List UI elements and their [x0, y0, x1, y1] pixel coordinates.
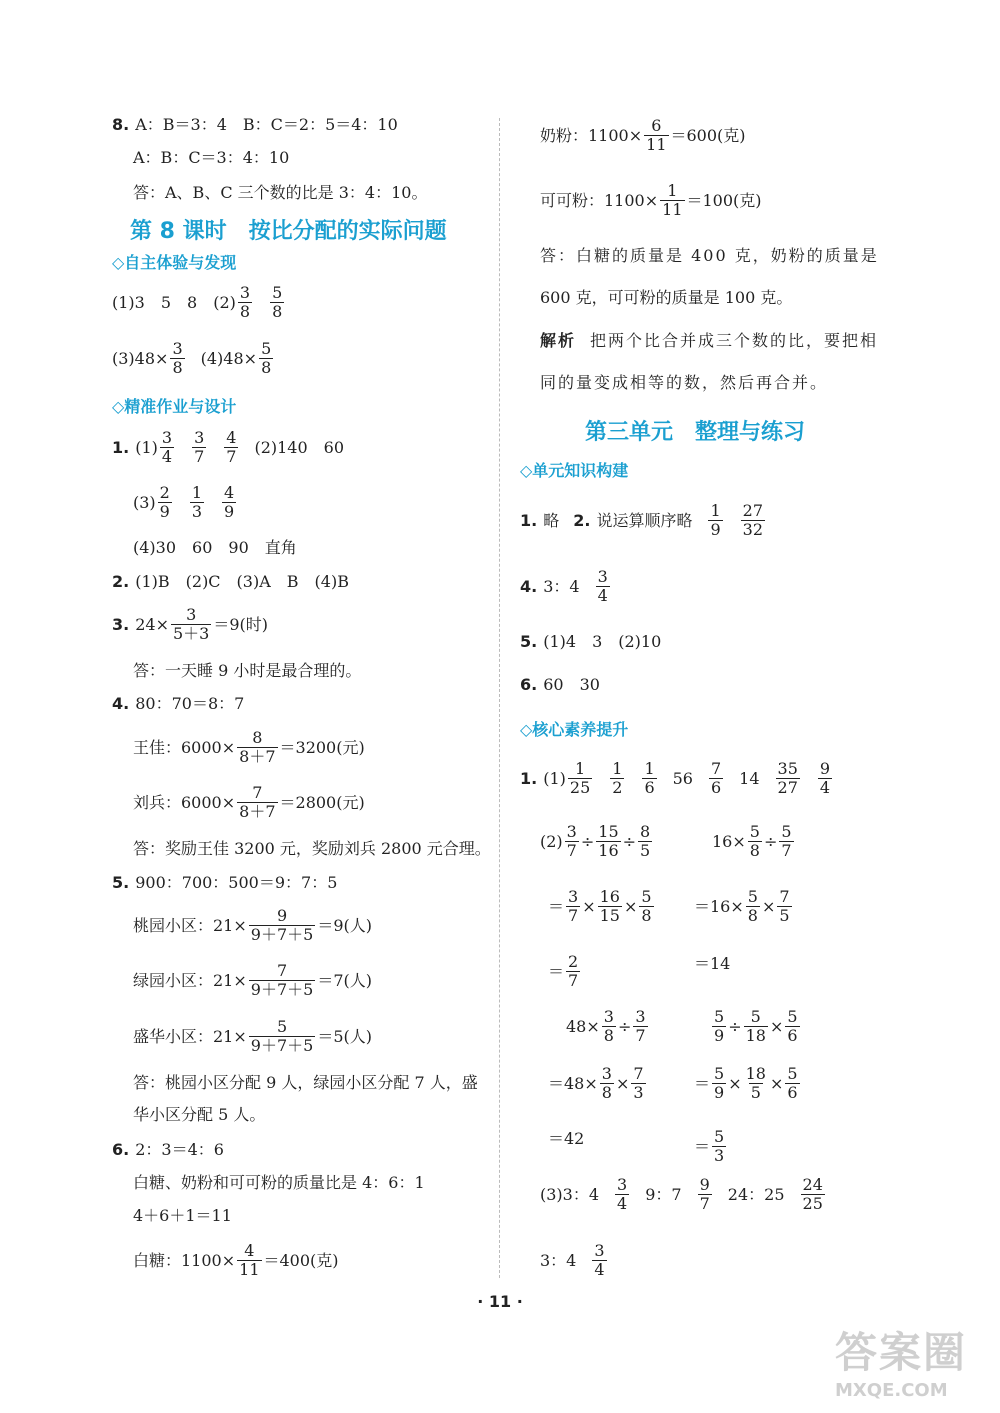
k2-text: 说运算顺序略: [596, 510, 693, 530]
fraction: $\frac{3}{8}$: [239, 283, 251, 321]
p4-line: [112, 693, 244, 715]
s1-line1: [112, 284, 286, 321]
p4-wangjia: [133, 729, 365, 766]
fraction: $\frac{3}{4}$: [597, 567, 608, 605]
c1-line: [520, 760, 834, 797]
fraction: $\frac{5}{9}$: [714, 1064, 725, 1102]
fraction: $\frac{3}{7}$: [566, 822, 577, 860]
operator: ＝: [548, 896, 565, 916]
k4-line: [520, 568, 612, 605]
p5-text: 900：700：500＝9：7：5: [135, 873, 338, 892]
fraction: $\frac{7}{5}$: [779, 887, 790, 925]
fraction: $\frac{3}{7}$: [635, 1007, 646, 1045]
c2-left-line1: [540, 823, 654, 860]
k1-number: 1.: [520, 510, 538, 530]
page-number: · 11 ·: [477, 1292, 523, 1311]
p5-result: ＝7(人): [317, 970, 372, 990]
p6-line: [112, 1139, 224, 1161]
c3-text: 3：4: [540, 1250, 577, 1270]
p4-label: 刘兵：6000×: [133, 792, 236, 812]
p6-label: 可可粉：1100×: [540, 190, 659, 210]
p4-result: ＝2800(元): [279, 792, 365, 812]
fraction: $\frac{5}{3}$: [714, 1127, 725, 1165]
analysis-line1: [540, 330, 878, 352]
fraction: $\frac{3}{5+3}$: [172, 605, 210, 643]
k5-text: (1)4 3 (2)10: [543, 632, 662, 651]
p5-number: 5.: [112, 873, 130, 892]
c2-text: ＝16×: [694, 896, 744, 916]
p1-number: 1.: [112, 437, 130, 457]
operator: ÷: [580, 831, 595, 851]
fraction: $\frac{5}{8}$: [261, 339, 272, 377]
c3-text: (3)3：4: [540, 1184, 600, 1204]
p5-result: ＝5(人): [317, 1026, 372, 1046]
fraction: $\frac{4}{7}$: [226, 428, 237, 466]
p6-text: 2：3＝4：6: [135, 1140, 224, 1159]
p6-result: ＝100(克): [686, 190, 762, 210]
fraction: $\frac{1}{25}$: [569, 759, 591, 797]
q8-line2: A：B：C＝3：4：10: [133, 148, 290, 167]
p4-liubing: [133, 784, 365, 821]
fraction: $\frac{3}{8}$: [603, 1007, 614, 1045]
s1-line2: [112, 340, 275, 377]
analysis-line2: 同的量变成相等的数，然后再合并。: [540, 373, 829, 392]
k5-number: 5.: [520, 632, 538, 651]
fraction: $\frac{6}{11}$: [646, 116, 667, 154]
section-heading-unit-knowledge: ◇单元知识构建: [520, 461, 629, 480]
fraction: $\frac{27}{32}$: [742, 501, 764, 539]
p1-line1: [112, 429, 344, 466]
watermark-logo: [835, 1320, 995, 1410]
fraction: $\frac{5}{18}$: [745, 1007, 766, 1045]
s1-text: (1)3 5 8 (2): [112, 292, 236, 312]
fraction: $\frac{2}{9}$: [159, 483, 170, 521]
watermark-url: MXQE.COM: [835, 1380, 948, 1401]
p6-number: 6.: [112, 1140, 130, 1159]
p3-text: 24×: [135, 614, 169, 634]
c2-right-line1: [712, 823, 796, 860]
analysis-label: 解析: [540, 331, 577, 350]
p5-lvyuan: [133, 962, 372, 999]
fraction: $\frac{4}{11}$: [239, 1241, 260, 1279]
operator: ÷: [622, 831, 637, 851]
k6-number: 6.: [520, 675, 538, 694]
p4-number: 4.: [112, 694, 130, 713]
p3-result: ＝9(时): [213, 614, 269, 634]
operator: ×: [582, 896, 596, 916]
k4-number: 4.: [520, 576, 538, 596]
k6-text: 60 30: [543, 675, 600, 694]
operator: ×: [728, 1073, 742, 1093]
fraction: $\frac{3}{7}$: [568, 887, 579, 925]
p6-label: 奶粉：1100×: [540, 125, 643, 145]
c3-line1: [540, 1176, 827, 1213]
operator: ×: [769, 1016, 784, 1036]
p6-sum: 4＋6＋1＝11: [133, 1206, 232, 1225]
fraction: $\frac{3}{8}$: [601, 1064, 612, 1102]
fraction: $\frac{5}{9+7+5}$: [250, 1017, 314, 1055]
s1-text: (4)48×: [200, 348, 258, 368]
fraction: $\frac{5}{9}$: [714, 1007, 725, 1045]
p2-text: (1)B (2)C (3)A B (4)B: [135, 572, 349, 591]
k2-number: 2.: [573, 510, 591, 530]
fraction: $\frac{1}{2}$: [612, 759, 623, 797]
fraction: $\frac{3}{8}$: [172, 339, 183, 377]
unit-title: 第三单元 整理与练习: [585, 420, 806, 445]
fraction: $\frac{8}{5}$: [640, 822, 651, 860]
p1-line2: [133, 484, 238, 521]
q8-text1: A：B＝3：4 B：C＝2：5＝4：10: [135, 115, 398, 134]
p6-result: ＝600(克): [670, 125, 746, 145]
fraction: $\frac{5}{8}$: [641, 887, 652, 925]
fraction: $\frac{7}{3}$: [633, 1064, 644, 1102]
operator: ÷: [763, 831, 778, 851]
p5-label: 绿园小区：21×: [133, 970, 247, 990]
fraction: $\frac{3}{4}$: [161, 428, 173, 466]
fraction: $\frac{5}{8}$: [272, 283, 283, 321]
k4-text: 3：4: [543, 576, 580, 596]
c2-left-line3: [548, 953, 582, 990]
analysis-text: 把两个比合并成三个数的比，要把相: [590, 331, 879, 350]
section-heading-self-exploration: ◇自主体验与发现: [112, 253, 237, 272]
fraction: $\frac{9}{9+7+5}$: [250, 906, 314, 944]
fraction: $\frac{7}{9+7+5}$: [250, 961, 314, 999]
q8-number: 8.: [112, 115, 130, 134]
fraction: $\frac{5}{8}$: [747, 887, 758, 925]
p1-label: (1): [135, 437, 158, 457]
lesson-title: 第 8 课时 按比分配的实际问题: [130, 219, 447, 244]
q8-line1: [112, 114, 398, 136]
fraction: $\frac{1}{11}$: [662, 181, 683, 219]
fraction: $\frac{5}{6}$: [787, 1064, 798, 1102]
p5-label: 盛华小区：21×: [133, 1026, 247, 1046]
fraction: $\frac{2}{7}$: [568, 952, 579, 990]
c2-left-line2: [548, 888, 656, 925]
p6-answer2: 600 克，可可粉的质量是 100 克。: [540, 288, 793, 307]
c1-value: 56: [672, 768, 693, 788]
k5-line: [520, 631, 661, 653]
fraction: $\frac{4}{9}$: [224, 483, 235, 521]
section-heading-core-literacy: ◇核心素养提升: [520, 720, 629, 739]
p6-answer1: 答：白糖的质量是 400 克，奶粉的质量是: [540, 246, 879, 265]
p4-label: 王佳：6000×: [133, 737, 236, 757]
p5-shenghua: [133, 1018, 372, 1055]
fraction: $\frac{7}{6}$: [710, 759, 722, 797]
fraction: $\frac{8}{8+7}$: [239, 728, 276, 766]
operator: ×: [615, 1073, 630, 1093]
fraction: $\frac{9}{4}$: [819, 759, 831, 797]
c2-text: ＝48×: [548, 1073, 598, 1093]
p1-text: (2)140 60: [254, 437, 345, 457]
c1-value: 14: [739, 768, 760, 788]
p6-sugar: [133, 1242, 339, 1279]
operator: ÷: [617, 1016, 632, 1036]
p1-label: (3): [133, 492, 156, 512]
c2-right-line5: [694, 1065, 802, 1102]
fraction: $\frac{18}{5}$: [745, 1064, 766, 1102]
c2-left-line6: ＝42: [548, 1129, 585, 1148]
column-divider: [499, 118, 500, 1278]
s1-text: (3)48×: [112, 348, 169, 368]
c2-text: 48×: [566, 1016, 600, 1036]
p3-answer: 答：一天睡 9 小时是最合理的。: [133, 661, 362, 680]
p6-cocoa: [540, 182, 762, 219]
p6-ratio: 白糖、奶粉和可可粉的质量比是 4：6：1: [133, 1173, 425, 1192]
p5-answer1: 答：桃园小区分配 9 人，绿园小区分配 7 人，盛: [133, 1073, 478, 1092]
p3-number: 3.: [112, 614, 130, 634]
operator: ÷: [728, 1016, 742, 1036]
c1-number: 1.: [520, 768, 538, 788]
c2-right-line6: [694, 1128, 728, 1165]
fraction: $\frac{9}{7}$: [699, 1175, 710, 1213]
fraction: $\frac{5}{8}$: [749, 822, 760, 860]
fraction: $\frac{1}{9}$: [710, 501, 721, 539]
c1-label: (1): [543, 768, 566, 788]
p5-result: ＝9(人): [317, 915, 372, 935]
p3-line: [112, 606, 268, 643]
fraction: $\frac{5}{6}$: [787, 1007, 798, 1045]
p2-number: 2.: [112, 572, 130, 591]
fraction: $\frac{16}{15}$: [599, 887, 620, 925]
c3-text: 9：7: [645, 1184, 682, 1204]
operator: ×: [769, 1073, 784, 1093]
c2-text: 16×: [712, 831, 746, 851]
p4-text: 80：70＝8：7: [135, 694, 245, 713]
c2-right-line4: [710, 1008, 802, 1045]
p6-milk: [540, 117, 746, 154]
fraction: $\frac{5}{7}$: [781, 822, 792, 860]
p6-result: ＝400(克): [263, 1250, 339, 1270]
c2-left-line4: [566, 1008, 650, 1045]
fraction: $\frac{24}{25}$: [802, 1175, 823, 1213]
k6-line: [520, 674, 600, 696]
p1-line3: (4)30 60 90 直角: [133, 538, 297, 557]
c2-right-line3: ＝14: [694, 954, 731, 973]
p5-label: 桃园小区：21×: [133, 915, 247, 935]
c2-label: (2): [540, 831, 563, 851]
p5-line: [112, 872, 337, 894]
c3-text: 24：25: [727, 1184, 785, 1204]
watermark-text: 答案圈: [835, 1328, 968, 1377]
p6-label: 白糖：1100×: [133, 1250, 236, 1270]
fraction: $\frac{35}{27}$: [777, 759, 798, 797]
c3-line2: [540, 1242, 609, 1279]
fraction: $\frac{1}{3}$: [191, 483, 203, 521]
section-heading-precise-homework: ◇精准作业与设计: [112, 397, 237, 416]
fraction: $\frac{3}{4}$: [617, 1175, 628, 1213]
operator: ×: [623, 896, 638, 916]
fraction: $\frac{15}{16}$: [598, 822, 619, 860]
fraction: $\frac{3}{4}$: [594, 1241, 605, 1279]
fraction: $\frac{7}{8+7}$: [239, 783, 276, 821]
p4-answer: 答：奖励王佳 3200 元，奖励刘兵 2800 元合理。: [133, 839, 491, 858]
q8-answer: 答：A、B、C 三个数的比是 3：4：10。: [133, 183, 428, 202]
c2-left-line5: [548, 1065, 648, 1102]
p4-result: ＝3200(元): [279, 737, 365, 757]
k1-text: 略: [543, 510, 560, 530]
k1-line: [520, 502, 767, 539]
p5-taoyuan: [133, 907, 372, 944]
operator: ×: [761, 896, 776, 916]
operator: ＝: [548, 961, 565, 981]
p5-answer2: 华小区分配 5 人。: [133, 1105, 266, 1124]
operator: ＝: [694, 1073, 711, 1093]
fraction: $\frac{1}{6}$: [644, 759, 655, 797]
operator: ＝: [694, 1136, 711, 1156]
c2-right-line2: [694, 888, 794, 925]
p2-line: [112, 571, 349, 593]
fraction: $\frac{3}{7}$: [194, 428, 205, 466]
